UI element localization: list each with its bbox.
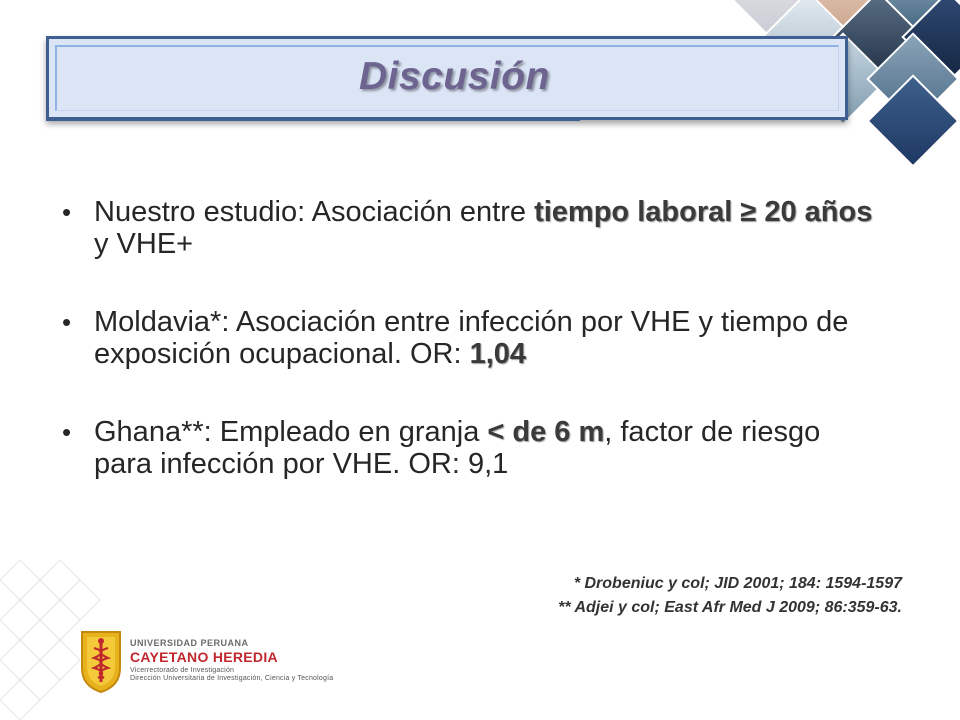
title-bar [46, 36, 848, 120]
reference-2: ** Adjei y col; East Afr Med J 2009; 86:359-63. [558, 599, 902, 616]
bullet-dot-icon: • [62, 307, 72, 337]
bullet-text: , factor de riesgo para infección por VHE. OR: 9,1 [94, 416, 821, 480]
bullet-text: Moldavia*: Asociación entre infección por VHE y tiempo de exposición ocupacional. OR: [94, 306, 849, 370]
bullet-text: Nuestro estudio: Asociación entre [94, 196, 535, 228]
bullet-item [62, 416, 882, 480]
bullet-text: Ghana**: Empleado en granja [94, 416, 488, 448]
slide-title: Discusión [359, 55, 550, 98]
university-logo [80, 630, 340, 700]
bullet-dot-icon: • [62, 197, 72, 227]
caduceus-shield-icon [80, 630, 122, 694]
bullet-highlight: 1,04 [469, 338, 527, 370]
reference-1: * Drobeniuc y col; JID 2001; 184: 1594-1597 [573, 575, 902, 592]
logo-vicerrectorado: Vicerrectorado de Investigación [130, 667, 235, 674]
references [558, 572, 902, 620]
bullet-dot-icon: • [62, 417, 72, 447]
logo-university-name: CAYETANO HEREDIA [130, 649, 278, 665]
bullet-highlight: < de 6 m [487, 416, 605, 448]
bullet-highlight: tiempo laboral ≥ 20 años [534, 196, 873, 228]
bullet-item [62, 306, 882, 370]
bullet-text: y VHE+ [94, 228, 194, 260]
bullet-item [62, 196, 882, 260]
title-underline [46, 118, 580, 121]
bullet-list [62, 196, 882, 526]
logo-university-label: UNIVERSIDAD PERUANA [130, 638, 249, 648]
logo-direccion: Dirección Universitaria de Investigación, Ciencia y Tecnología [130, 675, 334, 682]
